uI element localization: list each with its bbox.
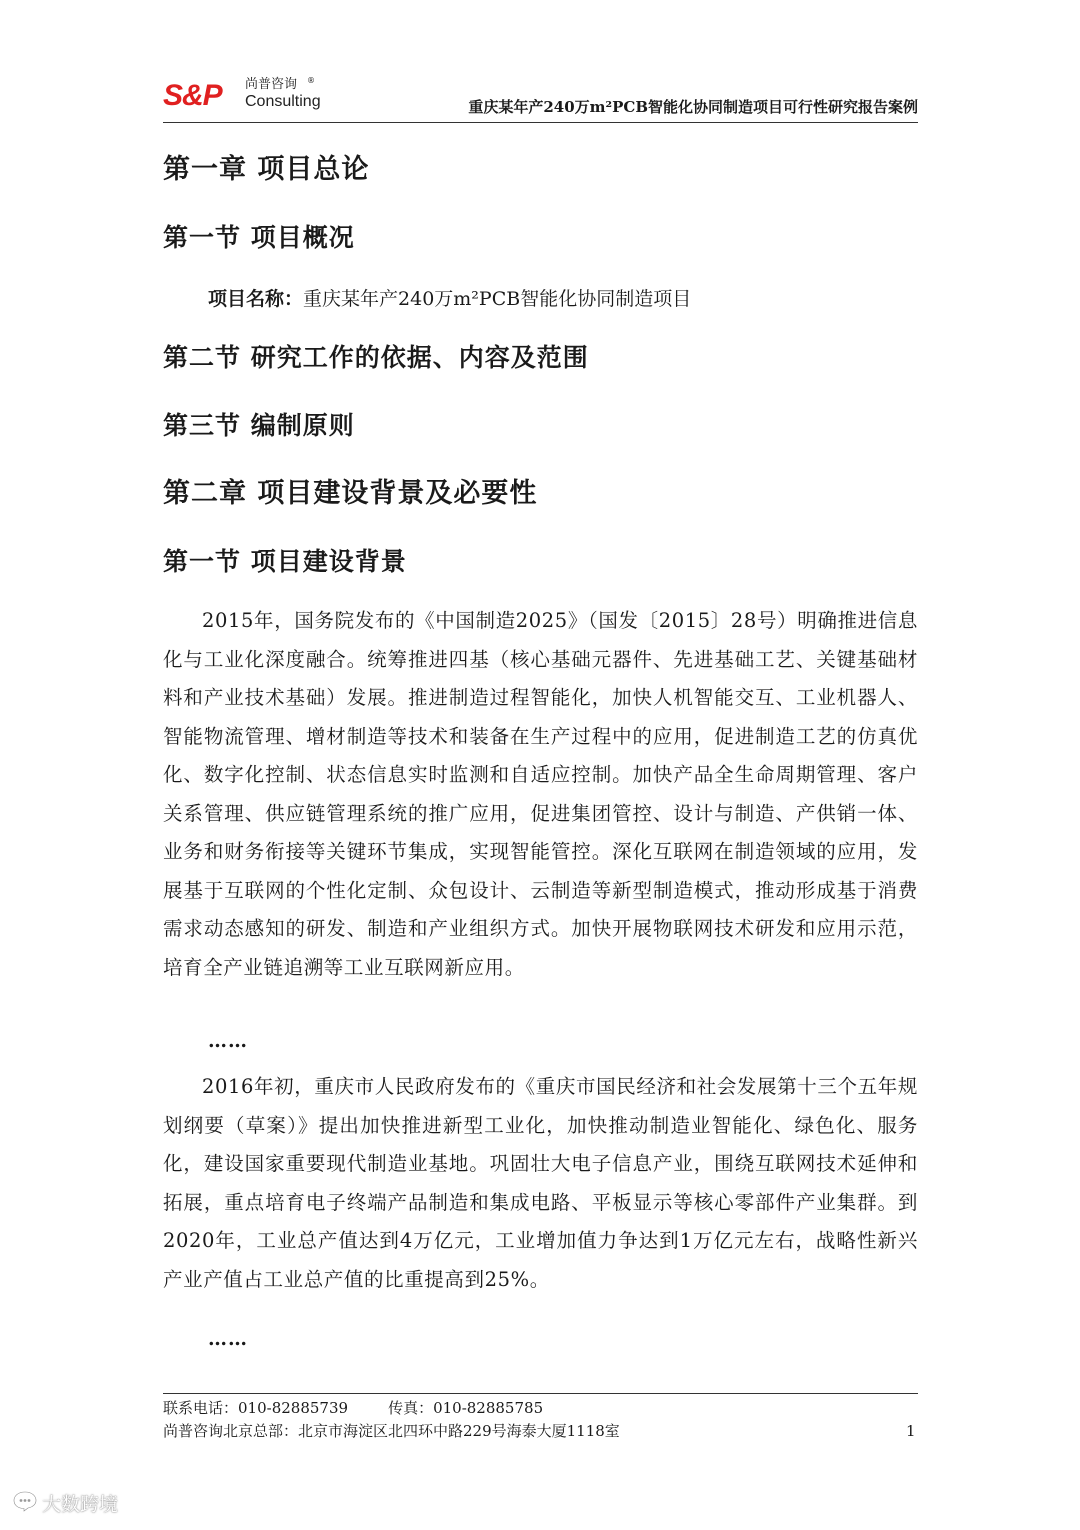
project-name-line bbox=[208, 286, 691, 312]
section-1-1-heading: 第一节 项目概况 bbox=[163, 223, 355, 252]
project-name-value: 重庆某年产240万m²PCB智能化协同制造项目 bbox=[303, 288, 692, 310]
chapter-2-heading: 第二章 项目建设背景及必要性 bbox=[163, 478, 538, 509]
section-1-2-heading: 第二节 研究工作的依据、内容及范围 bbox=[163, 343, 589, 372]
watermark-text: 大数跨境 bbox=[42, 1493, 119, 1516]
project-name-label: 项目名称： bbox=[208, 288, 304, 310]
section-2-1-heading: 第一节 项目建设背景 bbox=[163, 547, 407, 576]
logo-chinese-name: 尚普咨询 bbox=[245, 77, 298, 92]
footer-divider bbox=[163, 1393, 918, 1394]
footer-address: 尚普咨询北京总部：北京市海淀区北四环中路229号海泰大厦1118室 bbox=[163, 1422, 620, 1440]
footer-phone: 联系电话：010-82885739 bbox=[163, 1399, 349, 1417]
ellipsis-1: …… bbox=[208, 1030, 248, 1052]
paragraph-1: 2015年，国务院发布的《中国制造2025》（国发〔2015〕28号）明确推进信息化与工业化深度融合。统筹推进四基（核心基础元器件、先进基础工艺、关键基础材料和产业技术基础）发展。推进制造过程智能化，加快人机智能交互、工业机器人、智能物流管理、增材制造等技术和装备在生产过程中的应用，促进制造工艺的仿真优化、数字化控制、状态信息实时监测和自适应控制。加快产品全生命周期管理、客户关系管理、供应链管理系统的推广应用，促进集团管控、设计与制造、产供销一体、业务和财务衔接等关键环节集成，实现智能管控。深化互联网在制造领域的应用，发展基于互联网的个性化定制、众包设计、云制造等新型制造模式，推动形成基于消费需求动态感知的研发、制造和产业组织方式。加快开展物联网技术研发和应用示范，培育全产业链追溯等工业互联网新应用。 bbox=[163, 609, 918, 979]
footer-contact-line bbox=[163, 1398, 543, 1418]
logo-english-name: Consulting bbox=[245, 93, 321, 110]
company-logo bbox=[163, 76, 333, 116]
speech-bubble-icon bbox=[12, 1490, 38, 1520]
logo-mark: S&P bbox=[163, 79, 222, 112]
header-divider bbox=[163, 122, 918, 123]
chapter-1-heading: 第一章 项目总论 bbox=[163, 154, 370, 185]
report-title: 重庆某年产240万m²PCB智能化协同制造项目可行性研究报告案例 bbox=[468, 98, 918, 116]
section-1-3-heading: 第三节 编制原则 bbox=[163, 411, 355, 440]
ellipsis-2: …… bbox=[208, 1328, 248, 1350]
footer-fax: 传真：010-82885785 bbox=[388, 1399, 544, 1417]
page-header bbox=[163, 76, 918, 122]
paragraph-2: 2016年初，重庆市人民政府发布的《重庆市国民经济和社会发展第十三个五年规划纲要（草案）》提出加快推进新型工业化，加快推动制造业智能化、绿色化、服务化，建设国家重要现代制造业基地。巩固壮大电子信息产业，围绕互联网技术延伸和拓展，重点培育电子终端产品制造和集成电路、平板显示等核心零部件产业集群。到2020年，工业总产值达到4万亿元，工业增加值力争达到1万亿元左右，战略性新兴产业产值占工业总产值的比重提高到25%。 bbox=[163, 1075, 918, 1291]
page-number: 1 bbox=[906, 1422, 916, 1440]
registered-mark: ® bbox=[307, 76, 315, 85]
watermark bbox=[12, 1490, 118, 1518]
